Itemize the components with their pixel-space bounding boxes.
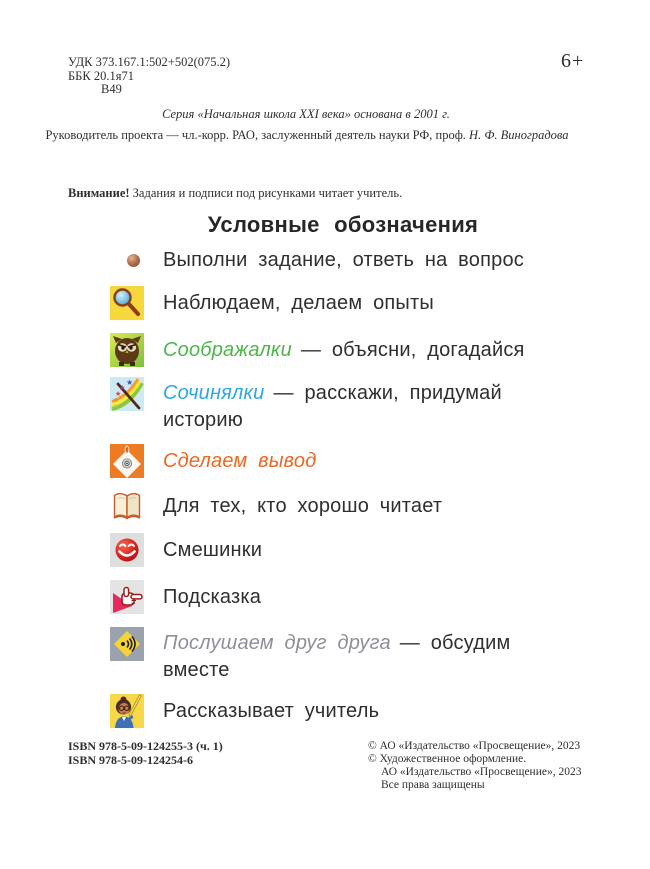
task-dot-icon [110, 243, 144, 277]
series-line: Серия «Начальная школа XXI века» основана в 2001 г. [162, 107, 450, 121]
legend-item-text: Для тех, кто хорошо читает [163, 495, 443, 517]
project-lead-line [0, 128, 614, 143]
isbn-block [68, 740, 223, 767]
attention-note [68, 186, 402, 201]
page-title: Условные обозначения [207, 212, 479, 237]
legend-item [110, 333, 559, 367]
svg-text:★: ★ [113, 403, 119, 410]
isbn-line-1: ISBN 978-5-09-124255-3 (ч. 1) [68, 739, 223, 753]
svg-text:★: ★ [113, 397, 119, 404]
age-rating-badge: 6+ [561, 50, 585, 72]
magic-wand-icon [110, 377, 144, 411]
legend-item-keyword: Сочинялки [163, 382, 265, 404]
copyright-line-2: © Художественное оформление. [368, 753, 527, 765]
legend-item [110, 627, 559, 684]
attention-label: Внимание! [68, 186, 130, 200]
legend-item-text: Выполни задание, ответь на вопрос [163, 249, 524, 271]
legend-item [110, 286, 559, 320]
svg-text:★: ★ [115, 390, 122, 398]
legend-item-text: Подсказка [163, 586, 262, 608]
owl-icon [110, 333, 144, 367]
attention-text: Задания и подписи под рисунками читает учитель. [129, 186, 403, 200]
pointing-hand-icon [110, 580, 144, 614]
legend-item-text: Рассказывает учитель [163, 700, 380, 722]
legend-item-text: Наблюдаем, делаем опыты [163, 292, 434, 314]
udk-block [68, 56, 230, 97]
legend-item [110, 377, 559, 434]
listen-sign-icon [110, 627, 144, 661]
copyright-block [368, 740, 581, 792]
legend-item-keyword: Сделаем вывод [163, 450, 317, 472]
legend-item [110, 444, 559, 478]
legend-item [110, 533, 559, 567]
legend-item-text: Смешинки [163, 539, 263, 561]
teacher-icon [110, 694, 144, 728]
open-book-icon [110, 489, 144, 523]
magnifier-icon [110, 286, 144, 320]
svg-text:★: ★ [126, 378, 134, 387]
legend-item-text: — расскажи, придумай историю [163, 382, 502, 431]
udk-line: УДК 373.167.1:502+502(075.2) [68, 55, 231, 69]
isbn-line-2: ISBN 978-5-09-124254-6 [68, 752, 193, 767]
legend-item [110, 694, 559, 728]
author-sign-line: В49 [101, 82, 122, 96]
legend-item-text: — объясни, догадайся [300, 339, 525, 361]
project-lead-name: Н. Ф. Виноградова [469, 128, 569, 142]
compass-pin-icon [110, 444, 144, 478]
legend-item [110, 243, 559, 277]
svg-text:★: ★ [119, 384, 126, 392]
legend-item [110, 580, 559, 614]
legend-item-keyword: Послушаем друг друга [163, 632, 391, 654]
copyright-line-1: © АО «Издательство «Просвещение», 2023 [368, 740, 581, 752]
legend-item-keyword: Соображалки [163, 339, 292, 361]
copyright-line-4: Все права защищены [381, 779, 485, 791]
copyright-line-3: АО «Издательство «Просвещение», 2023 [381, 766, 582, 778]
smiley-icon [110, 533, 144, 567]
legend-item-text: — обсудим вместе [163, 632, 511, 681]
bbk-line: ББК 20.1я71 [68, 68, 134, 83]
project-lead-prefix: Руководитель проекта — чл.-корр. РАО, заслуженный деятель науки РФ, проф. [45, 128, 470, 142]
legend-item [110, 489, 559, 523]
